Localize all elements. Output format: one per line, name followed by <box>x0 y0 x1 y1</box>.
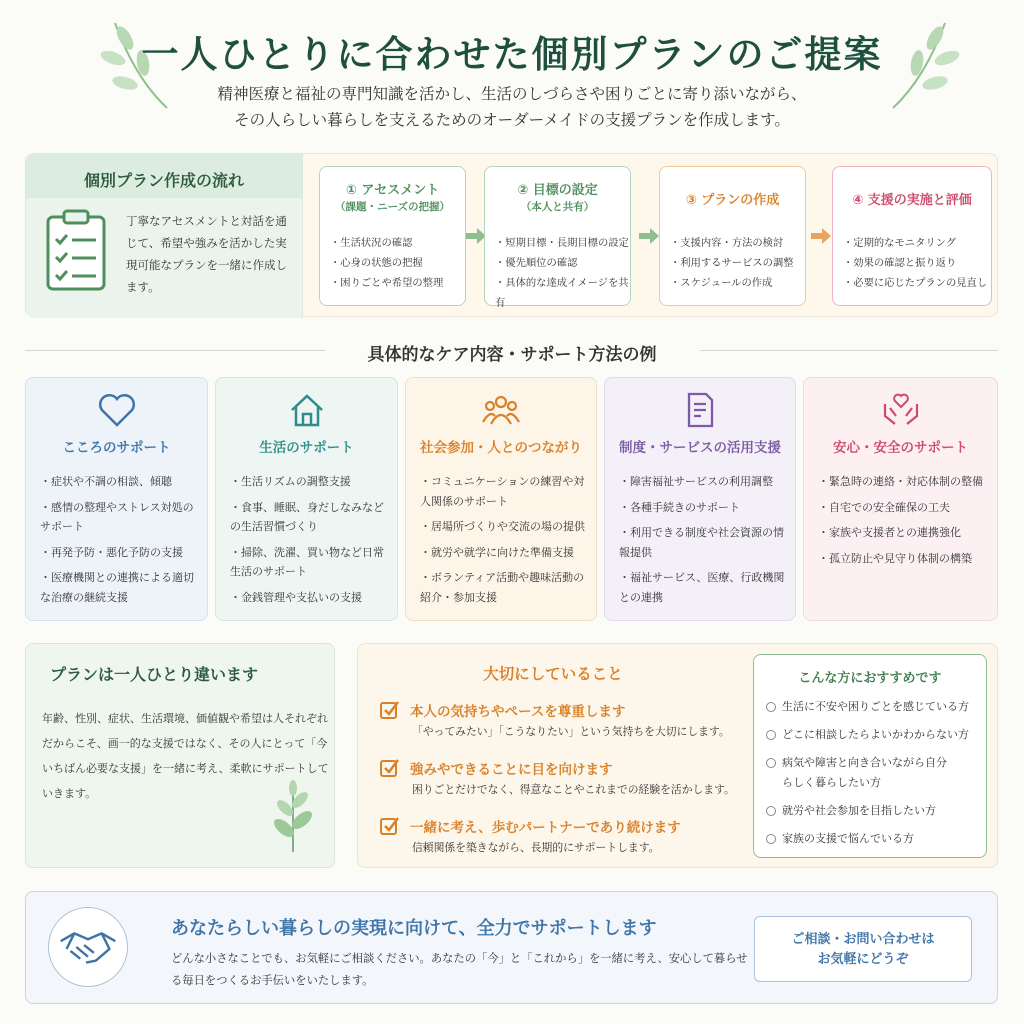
card-item: ・就労や就学に向けた準備支援 <box>420 545 574 559</box>
footer-text: どんな小さなことでも、お気軽にご相談ください。あなたの「今」と「これから」を一緒に考え、安心して暮らせる毎日をつくるお手伝いをいたします。 <box>171 952 748 987</box>
card-safety-support <box>803 377 998 621</box>
value-point-heading: 一緒に考え、歩むパートナーであり続けます <box>410 820 681 836</box>
step-title: ③ プランの作成 <box>685 193 780 208</box>
value-point-heading: 本人の気持ちやペースを尊重します <box>410 704 626 720</box>
section-title: 具体的なケア内容・サポート方法の例 <box>367 345 657 365</box>
handshake-icon-circle <box>48 907 128 987</box>
step-item: ・困りごとや希望の整理 <box>330 277 444 289</box>
recommended-for-box <box>753 654 987 858</box>
step-title: ① アセスメント <box>345 183 440 198</box>
card-item: ・各種手続きのサポート <box>619 500 740 514</box>
page-subtitle-2: その人らしい暮らしを支えるためのオーダーメイドの支援プランを作成します。 <box>234 111 790 129</box>
arrow-right-icon <box>811 228 831 244</box>
recommended-item: 就労や社会参加を目指したい方 <box>766 801 969 821</box>
card-item: ・障害福祉サービスの利用調整 <box>619 475 773 488</box>
document-icon <box>680 390 720 430</box>
card-item: ・金銭管理や支払いの支援 <box>230 590 362 604</box>
card-item: ・居場所づくりや交流の場の提供 <box>420 520 585 533</box>
contact-button-line1: ご相談・お問い合わせは <box>791 932 935 947</box>
step-item: ・具体的な達成イメージを共有 <box>495 277 629 309</box>
value-point-desc: 困りごとだけでなく、得意なことやこれまでの経験を活かします。 <box>412 783 735 796</box>
card-title: こころのサポート <box>62 440 171 456</box>
recommended-item: 家族の支援で悩んでいる方 <box>766 829 969 849</box>
card-item: ・生活リズムの調整支援 <box>230 475 351 488</box>
step-subtitle: （本人と共有） <box>520 201 595 213</box>
people-icon <box>481 390 521 430</box>
card-item: ・症状や不調の相談、傾聴 <box>40 475 172 488</box>
card-mind-support <box>25 377 208 621</box>
card-life-support <box>215 377 398 621</box>
sprout-icon <box>270 780 316 852</box>
step-item: ・スケジュールの作成 <box>670 277 773 289</box>
step-title: ② 目標の設定 <box>517 183 598 198</box>
important-title: 大切にしていること <box>483 665 623 683</box>
arrow-right-icon <box>466 228 486 244</box>
checkbox-checked-icon <box>380 758 400 778</box>
step-subtitle: （課題・ニーズの把握） <box>335 201 450 213</box>
step-item: ・支援内容・方法の検討 <box>670 237 784 249</box>
important-values-box <box>357 643 998 868</box>
card-title: 安心・安全のサポート <box>833 440 968 456</box>
contact-button[interactable] <box>754 916 972 982</box>
card-title: 社会参加・人とのつながり <box>420 440 582 456</box>
step-item: ・定期的なモニタリング <box>843 237 957 249</box>
recommended-title: こんな方におすすめです <box>798 671 942 686</box>
arrow-right-icon <box>639 228 659 244</box>
divider <box>700 350 998 351</box>
leaf-branch-icon <box>885 18 965 113</box>
card-item: ・孤立防止や見守り体制の構築 <box>818 551 972 565</box>
plan-flow-section <box>25 153 998 317</box>
card-item: ・食事、睡眠、身だしなみなどの生活習慣づくり <box>230 500 384 533</box>
footer-banner <box>25 891 998 1004</box>
plan-flow-description: 丁寧なアセスメントと対話を通じて、希望や強みを活かした実現可能なプランを一緒に作成します。 <box>126 214 287 294</box>
checkbox-checked-icon <box>380 700 400 720</box>
step-item: ・優先順位の確認 <box>495 257 578 269</box>
page-title: 一人ひとりに合わせた個別プランのご提案 <box>141 33 883 76</box>
recommended-item: どこに相談したらよいかわからない方 <box>766 725 969 745</box>
step-item: ・短期目標・長期目標の設定 <box>495 237 629 249</box>
recommended-item: 生活に不安や困りごとを感じている方 <box>766 697 969 717</box>
card-system-support <box>604 377 796 621</box>
recommended-item: 病気や障害と向き合いながら自分らしく暮らしたい方 <box>766 753 956 793</box>
card-item: ・感情の整理やストレス対処のサポート <box>40 500 194 533</box>
card-title: 生活のサポート <box>259 440 354 456</box>
card-title: 制度・サービスの活用支援 <box>619 440 781 456</box>
card-item: ・利用できる制度や社会資源の情報提供 <box>619 526 784 559</box>
card-item: ・ボランティア活動や趣味活動の紹介・参加支援 <box>420 571 585 604</box>
plan-flow-intro <box>26 154 303 318</box>
clipboard-icon <box>44 209 108 291</box>
card-item: ・自宅での安全確保の工夫 <box>818 500 950 514</box>
card-item: ・医療機関との連携による適切な治療の継続支援 <box>40 571 194 604</box>
hands-heart-icon <box>881 390 921 430</box>
step-item: ・利用するサービスの調整 <box>670 257 794 269</box>
value-point-desc: 信頼関係を築きながら、長期的にサポートします。 <box>412 841 660 854</box>
card-item: ・緊急時の連絡・対応体制の整備 <box>818 475 983 488</box>
flow-step-plan <box>659 166 806 306</box>
plan-flow-title: 個別プラン作成の流れ <box>83 171 244 190</box>
card-item: ・掃除、洗濯、買い物など日常生活のサポート <box>230 545 384 578</box>
house-icon <box>287 390 327 430</box>
card-item: ・福祉サービス、医療、行政機関との連携 <box>619 571 785 604</box>
flow-step-implement <box>832 166 992 306</box>
step-item: ・生活状況の確認 <box>330 237 413 249</box>
flow-step-assessment <box>319 166 466 306</box>
heart-icon <box>97 390 137 430</box>
value-point-desc: 「やってみたい」「こうなりたい」という気持ちを大切にします。 <box>412 725 730 738</box>
card-social-support <box>405 377 597 621</box>
contact-button-line2: お気軽にどうぞ <box>817 952 909 967</box>
page-subtitle-1: 精神医療と福祉の専門知識を活かし、生活のしづらさや困りごとに寄り添いながら、 <box>217 85 807 103</box>
step-title: ④ 支援の実施と評価 <box>852 193 972 208</box>
checkbox-checked-icon <box>380 816 400 836</box>
step-item: ・効果の確認と振り返り <box>843 257 957 269</box>
plan-individual-text: 年齢、性別、症状、生活環境、価値観や希望は人それぞれだからこそ、画一的な支援ではなく、その人にとって「今いちばん必要な支援」を一緒に考え、柔軟にサポートしていきます。 <box>42 712 329 800</box>
plan-individual-title: プランは一人ひとり違います <box>50 665 259 684</box>
card-item: ・再発予防・悪化予防の支援 <box>40 545 183 559</box>
value-point-heading: 強みやできることに目を向けます <box>410 762 613 778</box>
card-item: ・家族や支援者との連携強化 <box>818 526 961 539</box>
flow-step-goal <box>484 166 631 309</box>
step-item: ・必要に応じたプランの見直し <box>843 277 988 289</box>
handshake-icon <box>49 908 127 986</box>
footer-title: あなたらしい暮らしの実現に向けて、全力でサポートします <box>171 918 657 939</box>
card-item: ・コミュニケーションの練習や対人関係のサポート <box>420 475 585 508</box>
header <box>0 0 1024 150</box>
step-item: ・心身の状態の把握 <box>330 257 423 269</box>
